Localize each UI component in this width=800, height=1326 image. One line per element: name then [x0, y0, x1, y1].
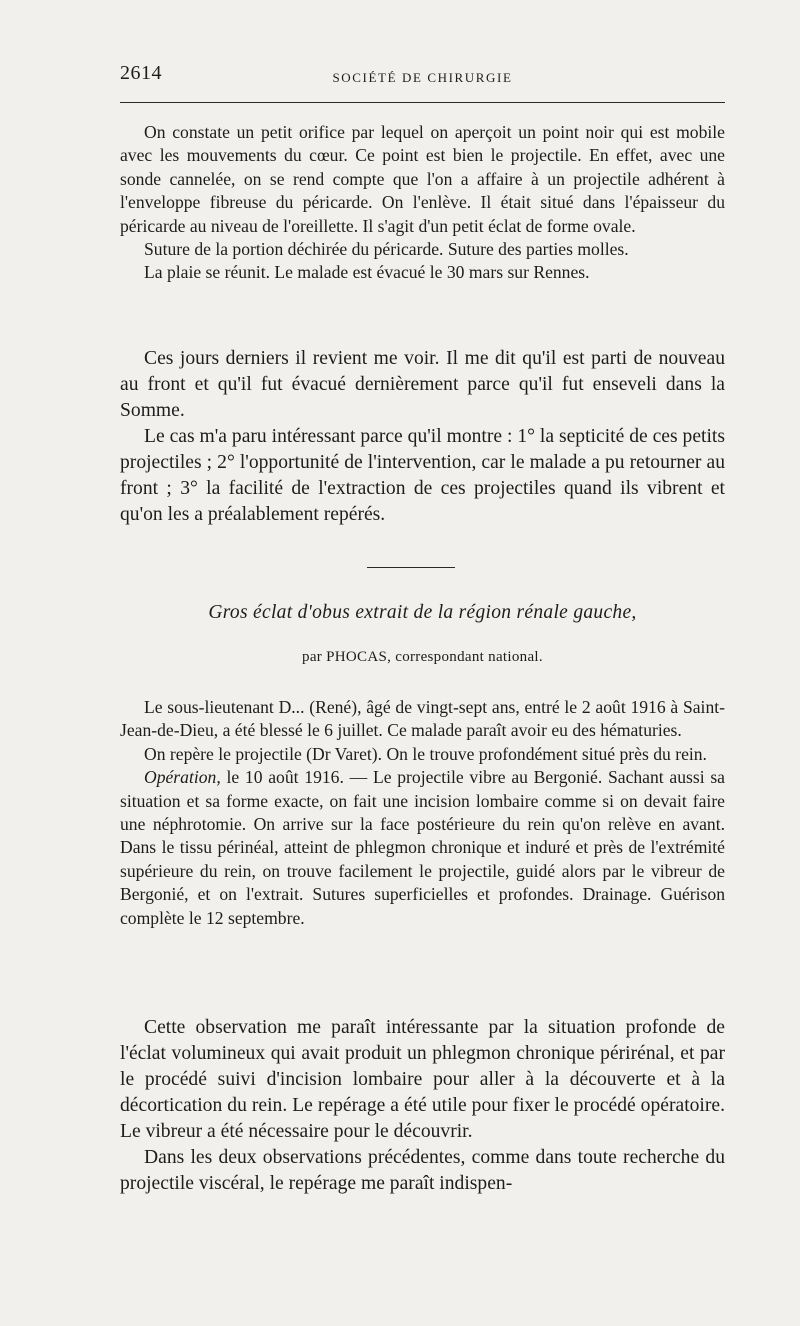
- section-separator: [367, 567, 455, 568]
- article-title: Gros éclat d'obus extrait de la région rénale gauche,: [208, 602, 637, 623]
- commentary-one-text: [120, 346, 725, 528]
- case-two-paragraph: Le sous-lieutenant D... (René), âgé de vingt-sept ans, entré le 2 août 1916 à Saint-Jean-de-Dieu, a été blessé le 6 juillet. Ce malade paraît avoir eu des hématuries.: [120, 697, 725, 741]
- operation-text: le 10 août 1916. — Le projectile vibre au Bergonié. Sachant aussi sa situation et sa forme exacte, on fait une incision lombaire comme si on devait faire une néphrotomie. On arrive sur la face postérieure du rein qu'on relève en avant. Dans le tissu périnéal, atteint de phlegmon chronique et induré et près de l'extrémité supérieure du rein, on trouve facilement le projectile, guidé alors par le vibreur de Bergonié, et on l'extrait. Sutures superficielles et profondes. Drainage. Guérison complète le 12 septembre.: [120, 767, 725, 928]
- case-one-text: [120, 121, 725, 285]
- running-header: [120, 60, 725, 92]
- case-one-paragraph: On constate un petit orifice par lequel on aperçoit un point noir qui est mobile avec les mouvements du cœur. Ce point est bien le projectile. En effet, avec une sonde cannelée, on se rend compte que l'on a affaire à un projectile adhérent à l'enveloppe fibreuse du péricarde. On l'enlève. Il était situé dans l'épaisseur du péricarde au niveau de l'oreillette. Il s'agit d'un petit éclat de forme ovale.: [120, 122, 725, 236]
- case-two-paragraph: On repère le projectile (Dr Varet). On le trouve profondément situé près du rein.: [144, 743, 707, 764]
- article-byline: par PHOCAS, correspondant national.: [302, 649, 543, 665]
- page-number: 2614: [120, 62, 162, 84]
- commentary-paragraph: Ces jours derniers il revient me voir. Il me dit qu'il est parti de nouveau au front et qu'il fut évacué dernièrement parce qu'il fut enseveli dans la Somme.: [120, 348, 725, 421]
- commentary-paragraph: Dans les deux observations précédentes, comme dans toute recherche du projectile viscéral, le repérage me paraît indispen-: [120, 1147, 725, 1194]
- operation-paragraph: [120, 766, 725, 930]
- case-one-paragraph: Suture de la portion déchirée du péricarde. Suture des parties molles.: [144, 239, 629, 260]
- journal-title: SOCIÉTÉ DE CHIRURGIE: [332, 70, 513, 85]
- case-two-text: [120, 696, 725, 930]
- commentary-paragraph: Cette observation me paraît intéressante par la situation profonde de l'éclat volumineux qui avait produit un phlegmon chronique périrénal, et par le procédé suivi d'incision lombaire pour aller à la découverte et à la décortication du rein. Le repérage a été utile pour fixer le procédé opératoire. Le vibreur a été nécessaire pour le découvrir.: [120, 1017, 725, 1142]
- commentary-paragraph: Le cas m'a paru intéressant parce qu'il montre : 1° la septicité de ces petits projectiles ; 2° l'opportunité de l'intervention, car le malade a pu retourner au front ; 3° la facilité de l'extraction de ces projectiles quand ils vibrent et qu'on les a préalablement repérés.: [120, 426, 725, 525]
- header-rule: [120, 102, 725, 103]
- operation-label: Opération,: [144, 767, 221, 788]
- case-one-paragraph: La plaie se réunit. Le malade est évacué le 30 mars sur Rennes.: [144, 262, 590, 283]
- commentary-two-text: [120, 1015, 725, 1197]
